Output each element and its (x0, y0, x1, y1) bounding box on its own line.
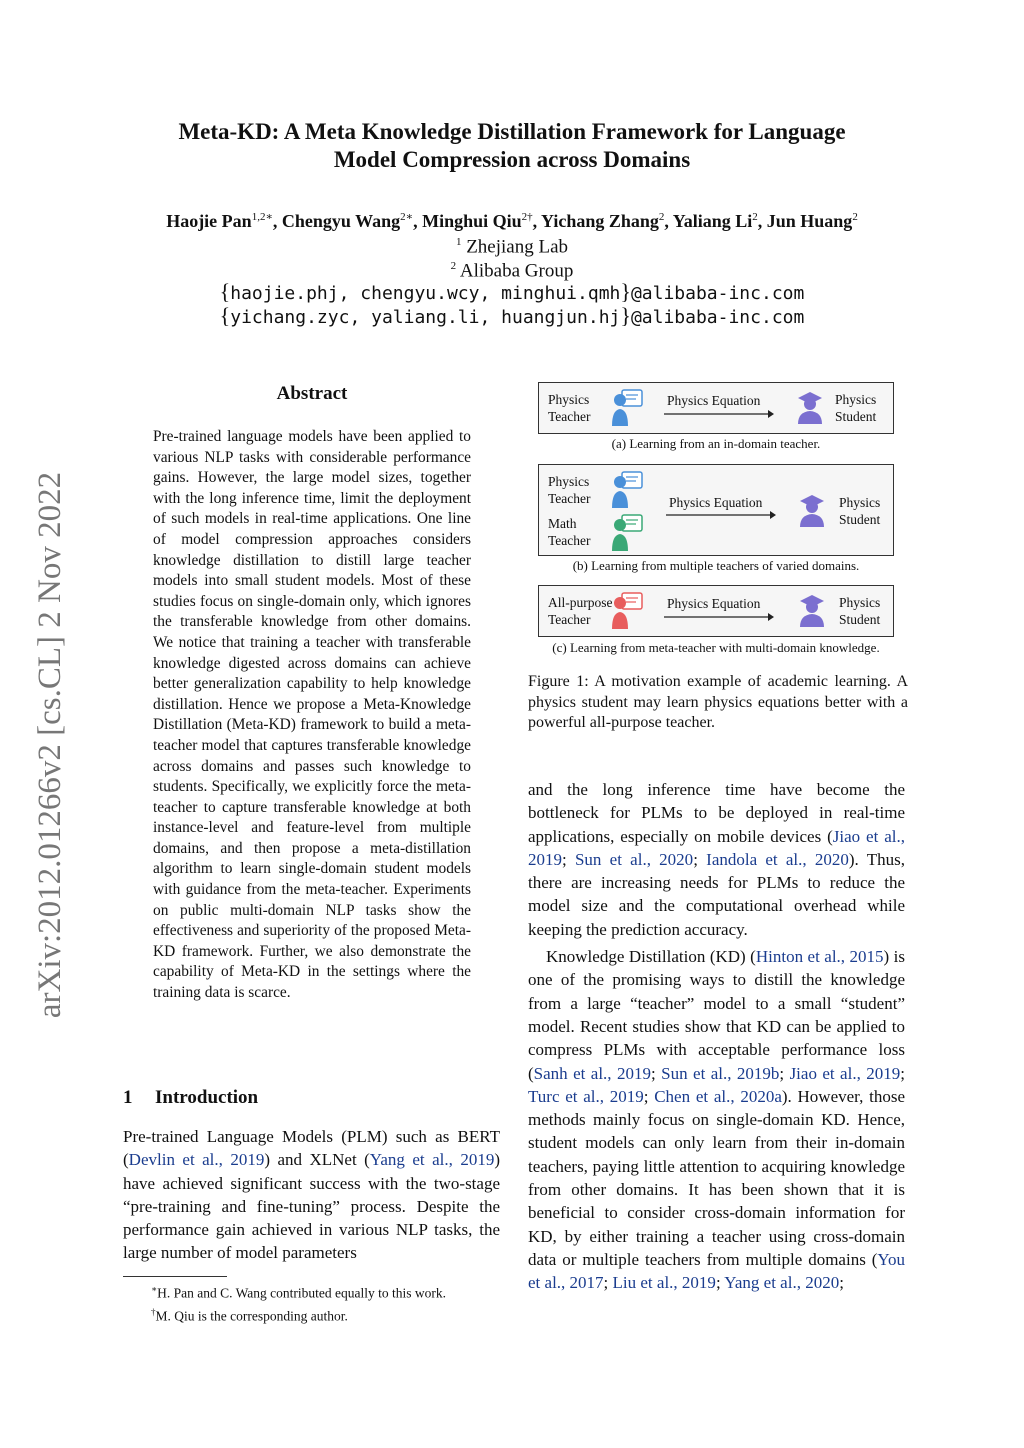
panel-c-caption: (c) Learning from meta-teacher with multi-domain knowledge. (552, 640, 880, 655)
affil-name: Zhejiang Lab (466, 236, 569, 258)
arrow-icon (664, 612, 774, 622)
separator: ; (715, 1273, 725, 1293)
email-domain: @alibaba-inc.com (630, 307, 805, 328)
student-label: Physics Student (835, 392, 877, 424)
intro-paragraph (528, 778, 905, 941)
title-line-2: Model Compression across Domains (333, 147, 691, 172)
author-affil: 2 (521, 211, 528, 223)
physics-teacher-icon (611, 470, 645, 510)
author-name: Yichang Zhang (541, 211, 659, 231)
student-icon (796, 593, 828, 629)
student-icon (794, 390, 826, 426)
email-users: yichang.zyc, yaliang.li, huangjun.hj (230, 307, 621, 328)
citation-link[interactable]: Jiao et al., 2019 (528, 826, 906, 869)
figure-panel-b (538, 464, 894, 556)
student-label: Physics Student (839, 495, 881, 527)
separator: ; (562, 849, 575, 869)
footnote-rule (123, 1276, 227, 1277)
body-text: ) have achieved significant success with the two-stage “pre-training and fine-tuning” process. Despite the performance gain achieved in various NLP tasks, the large number of model parameters (123, 1150, 500, 1263)
author-list: Haojie Pan$^{1,2∗}$, Chengyu Wang$^{2∗}$, Minghui Qiu$^{2\dagger}$, Yichang Zhang$^2$, Yaliang Li$^2$, Jun Huang$^2$ (166, 211, 858, 231)
separator: ; (779, 1063, 790, 1083)
citation-link[interactable]: Hinton et al., 2015 (755, 947, 884, 967)
section-number: 1 (123, 1087, 133, 1108)
footnote (123, 1280, 523, 1303)
author-affil: 2 (852, 211, 858, 223)
citation-link[interactable]: Jiao et al., 2019 (789, 1063, 901, 1083)
body-text: Pre-trained Language Models (PLM) such as BERT ( (123, 1127, 500, 1170)
email-domain: @alibaba-inc.com (630, 283, 805, 304)
citation-link[interactable]: Chen et al., 2020a (654, 1086, 782, 1106)
footnote-mark: † (151, 1306, 156, 1317)
affil-number: 1 (455, 236, 462, 248)
body-text: ) and XLNet ( (264, 1150, 370, 1170)
affil-name: Alibaba Group (459, 260, 574, 282)
body-text: ). However, those methods mainly focus on single-domain KD. Hence, student models can only learn from their in-domain teachers, paying little attention to acquiring knowledge from other domains. It has been shown that it is beneficial to consider cross-domain information for KD, by either training a teacher using cross-domain data or multiple teachers from multiple domains ( (528, 1086, 906, 1269)
body-text: ) is one of the promising ways to distill the knowledge from a large “teacher” model to a small “student” model. Recent studies show that KD can be applied to compress PLMs with acceptable performance loss ( (528, 947, 906, 1083)
author-name: Haojie Pan (166, 211, 252, 231)
author-name: Yaliang Li (672, 211, 753, 231)
section-heading (123, 1087, 258, 1109)
separator: ; (650, 1063, 662, 1083)
author-name: Jun Huang (766, 211, 853, 231)
footnote-text: M. Qiu is the corresponding author. (155, 1308, 348, 1323)
citation-link[interactable]: Yang et al., 2019 (369, 1150, 495, 1170)
abstract-heading: Abstract (276, 383, 348, 404)
brace-open: { (219, 279, 231, 304)
intro-right-column (528, 778, 905, 1295)
arxiv-stamp: arXiv:2012.01266v2 [cs.CL] 2 Nov 2022 (32, 471, 68, 1019)
section-title: Introduction (155, 1087, 259, 1108)
teacher-label: Physics Teacher (548, 474, 591, 506)
citation-link[interactable]: You et al., 2017 (528, 1249, 905, 1293)
student-label: Physics Student (839, 595, 881, 627)
separator: ; (643, 1086, 655, 1106)
author-affil: 2 (752, 211, 758, 223)
author-affil: 2 (400, 211, 406, 223)
citation-link[interactable]: Iandola et al., 2020 (706, 849, 849, 869)
separator: ; (900, 1063, 905, 1083)
panel-a-caption: (a) Learning from an in-domain teacher. (611, 436, 821, 451)
email-line-2 (100, 304, 924, 330)
brace-open: { (219, 303, 231, 328)
citation-link[interactable]: Sun et al., 2019b (661, 1063, 780, 1083)
footnotes (123, 1280, 523, 1325)
teacher-icon (611, 388, 645, 428)
citation-link[interactable]: Yang et al., 2020 (724, 1273, 840, 1293)
panel-b-caption: (b) Learning from multiple teachers of varied domains. (572, 558, 860, 573)
body-text: Knowledge Distillation (KD) ( (546, 947, 756, 967)
arrow-icon (666, 510, 776, 520)
equation-label: Physics Equation (667, 596, 761, 611)
author-name: Minghui Qiu (422, 211, 522, 231)
paper-title (100, 118, 924, 174)
citation-link[interactable]: Liu et al., 2019 (612, 1273, 716, 1293)
body-text: ; (839, 1273, 844, 1293)
author-mark: ∗ (405, 211, 414, 223)
title-line-1: Meta-KD: A Meta Knowledge Distillation Framework for Language (178, 119, 846, 144)
footnote (123, 1303, 523, 1326)
citation-link[interactable]: Turc et al., 2019 (528, 1086, 644, 1106)
footnote-text: H. Pan and C. Wang contributed equally to this work. (157, 1285, 446, 1301)
intro-paragraph (528, 945, 905, 1294)
author-mark: † (527, 211, 533, 223)
math-teacher-icon (611, 513, 645, 553)
body-text: ). Thus, there are increasing needs for PLMs to reduce the model size and the computational overhead while keeping the prediction accuracy. (528, 849, 905, 939)
author-affil: 2 (658, 211, 665, 223)
brace-close: } (620, 303, 631, 328)
teacher-label: Physics Teacher (548, 392, 591, 424)
affil-number: 2 (450, 260, 457, 272)
body-text: and the long inference time have become the bottleneck for PLMs to be deployed in real-time applications, especially on mobile devices ( (528, 780, 905, 846)
citation-link[interactable]: Sun et al., 2020 (574, 849, 694, 869)
figure-caption: Figure 1: A motivation example of academic learning. A physics student may learn physics equations better with a powerful all-purpose teacher. (528, 673, 908, 732)
separator: ; (693, 849, 707, 869)
equation-label: Physics Equation (667, 393, 761, 408)
teacher-label: All-purpose Teacher (548, 595, 613, 627)
author-affil: 1,2 (251, 211, 266, 223)
abstract-text: Pre-trained language models have been applied to various NLP tasks with considerable performance gains. However, the large model sizes, together with the long inference time, limit the deployment of such models in real-time applications. One line of model compression approaches considers knowledge distillation to distill large teacher models into small student models. Most of these studies focus on single-domain only, which ignores the transferable knowledge from other domains. We notice that training a teacher with transferable knowledge digested across domains can achieve better generalization capability to help knowledge distillation. Hence we propose a Meta-Knowledge Distillation (Meta-KD) framework to build a meta-teacher model that captures transferable knowledge across domains and passes such knowledge to students. Specifically, we explicitly force the meta-teacher to capture transferable knowledge at both instance-level and feature-level from multiple domains, and then propose a meta-distillation algorithm to learn single-domain student models with guidance from the meta-teacher. Experiments on public multi-domain NLP tasks show the effectiveness and superiority of the proposed Meta-KD framework. Further, we also demonstrate the capability of Meta-KD in the settings where the training data is scarce. (153, 428, 471, 1002)
all-purpose-teacher-icon (611, 591, 645, 631)
teacher-label: Math Teacher (548, 516, 591, 548)
citation-link[interactable]: Devlin et al., 2019 (128, 1150, 265, 1170)
arrow-icon (664, 409, 774, 419)
separator: ; (603, 1273, 613, 1293)
equation-label: Physics Equation (669, 495, 763, 510)
author-mark: ∗ (265, 211, 273, 223)
author-name: Chengyu Wang (281, 211, 401, 231)
student-icon (796, 493, 828, 529)
intro-paragraph-left (123, 1125, 500, 1265)
figure-panel-c (538, 585, 894, 637)
email-users: haojie.phj, chengyu.wcy, minghui.qmh (230, 283, 621, 304)
brace-close: } (620, 279, 631, 304)
figure-panel-a (538, 382, 894, 434)
footnote-mark: ∗ (151, 1284, 158, 1294)
citation-link[interactable]: Sanh et al., 2019 (533, 1063, 651, 1083)
